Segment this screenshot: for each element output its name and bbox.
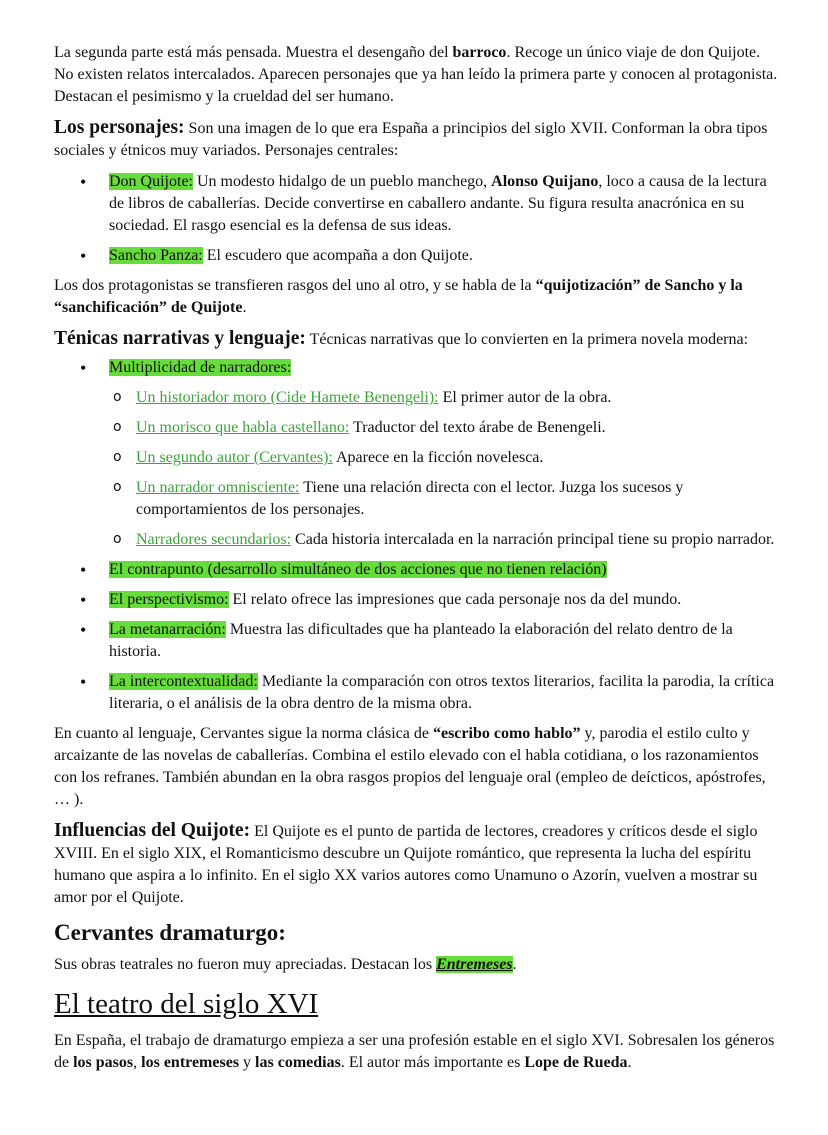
dramaturgo-heading: Cervantes dramaturgo: [54,920,286,945]
bold-lope: Lope de Rueda [524,1054,628,1071]
bold-pasos: los pasos [73,1054,134,1071]
protagonistas-paragraph [54,275,780,319]
intro-paragraph [54,42,780,108]
highlight-label: Sancho Panza: [109,247,203,264]
text: Aparece en la ficción novelesca. [332,449,544,466]
text: Mediante la comparación con otros textos literarios, facilita la parodia, la crítica literaria, o el análisis de la obra dentro de la misma obra. [109,673,775,712]
text: . El autor más importante es [340,1054,525,1071]
narrador-label: Un historiador moro (Cide Hamete Benengeli): [136,389,439,406]
sublist-item [109,529,780,551]
list-item [54,357,780,551]
narrador-label: Un narrador omnisciente: [136,479,300,496]
text: , [133,1054,142,1071]
bold-comedias: las comedias [255,1054,341,1071]
list-item [54,245,780,267]
sublist-item [109,447,780,469]
list-item [54,559,780,581]
tecnicas-paragraph [54,328,780,351]
highlight-label: El contrapunto (desarrollo simultáneo de dos acciones que no tienen relación) [109,561,607,578]
personajes-paragraph [54,117,780,162]
text: Tiene una relación directa con el lector. Juzga los sucesos y comportamientos de los personajes. [136,479,684,518]
text: . Recoge un único viaje de don Quijote. No existen relatos intercalados. Aparecen personajes que ya han leído la primera parte y conocen al protagonista. Destacan el pesimismo y la crueldad del ser humano. [54,44,778,105]
highlight-label: Multiplicidad de narradores: [109,359,292,376]
sublist-item [109,387,780,409]
personajes-list [54,171,780,267]
teatro-paragraph [54,1030,780,1074]
text: Son una imagen de lo que era España a principios del siglo XVII. Conforman la obra tipos sociales y étnicos muy variados. Personajes centrales: [54,120,768,159]
bold-entremeses: los entremeses [141,1054,240,1071]
list-item [54,171,780,237]
text: y [239,1054,256,1071]
lenguaje-paragraph [54,723,780,811]
personajes-heading: Los personajes: [54,117,185,138]
highlight-label: La metanarración: [109,621,226,638]
bold-escribo-como-hablo: “escribo como hablo” [432,725,581,742]
narradores-list [109,387,780,551]
text: Técnicas narrativas que lo convierten en la primera novela moderna: [305,331,749,348]
highlight-label: Don Quijote: [109,173,193,190]
text: Cada historia intercalada en la narración principal tiene su propio narrador. [291,531,775,548]
text: , loco a causa de la lectura de libros de caballerías. Decide convertirse en caballero andante. Su figura resulta anacrónica en su sociedad. El rasgo esencial es la defensa de sus ideas. [109,173,767,234]
teatro-heading: El teatro del siglo XVI [54,988,319,1020]
text: En cuanto al lenguaje, Cervantes sigue la norma clásica de [54,725,433,742]
text: . [627,1054,632,1071]
highlight-label: El perspectivismo: [109,591,229,608]
sublist-item [109,417,780,439]
text: Muestra las dificultades que ha planteado la elaboración del relato dentro de la historia. [109,621,733,660]
text: El Quijote es el punto de partida de lectores, creadores y críticos desde el siglo XVIII. En el siglo XIX, el Romanticismo descubre un Quijote romántico, que representa la lucha del espíritu humano que aspira a lo infinito. En el siglo XX varios autores como Unamuno o Azorín, vuelven a mostrar su amor por el Quijote. [54,823,758,906]
bold-quijotizacion: “quijotización” de Sancho y la “sanchificación” de Quijote [54,277,743,316]
bold-name: Alonso Quijano [491,173,599,190]
text: y, parodia el estilo culto y arcaizante de las novelas de caballerías. Combina el estilo elevado con el habla cotidiana, o los razonamientos con los refranes. También abundan en la obra rasgos propios del lenguaje oral (empleo de deícticos, apóstrofes, … ). [54,725,766,808]
influencias-heading: Influencias del Quijote: [54,820,251,841]
text: La segunda parte está más pensada. Muestra el desengaño del [54,44,453,61]
sublist-item [109,477,780,521]
text: Los dos protagonistas se transfieren rasgos del uno al otro, y se habla de la [54,277,536,294]
text: El relato ofrece las impresiones que cada personaje nos da del mundo. [228,591,682,608]
text: Traductor del texto árabe de Benengeli. [349,419,606,436]
narrador-label: Narradores secundarios: [136,531,292,548]
narrador-label: Un segundo autor (Cervantes): [136,449,333,466]
text: . [242,299,247,316]
entremeses-highlight: Entremeses [436,956,513,973]
text: . [512,956,517,973]
list-item [54,671,780,715]
list-item [54,589,780,611]
text: El escudero que acompaña a don Quijote. [202,247,473,264]
highlight-label: La intercontextualidad: [109,673,258,690]
dramaturgo-paragraph [54,954,780,976]
list-item [54,619,780,663]
tecnicas-heading: Ténicas narrativas y lenguaje: [54,328,306,349]
text: Un modesto hidalgo de un pueblo manchego, [193,173,492,190]
bold-barroco: barroco [452,44,507,61]
influencias-paragraph [54,820,780,909]
tecnicas-list [54,357,780,715]
text: En España, el trabajo de dramaturgo empieza a ser una profesión estable en el siglo XVI. Sobresalen los géneros de [54,1032,775,1071]
narrador-label: Un morisco que habla castellano: [136,419,350,436]
text: El primer autor de la obra. [438,389,612,406]
text: Sus obras teatrales no fueron muy apreciadas. Destacan los [54,956,437,973]
